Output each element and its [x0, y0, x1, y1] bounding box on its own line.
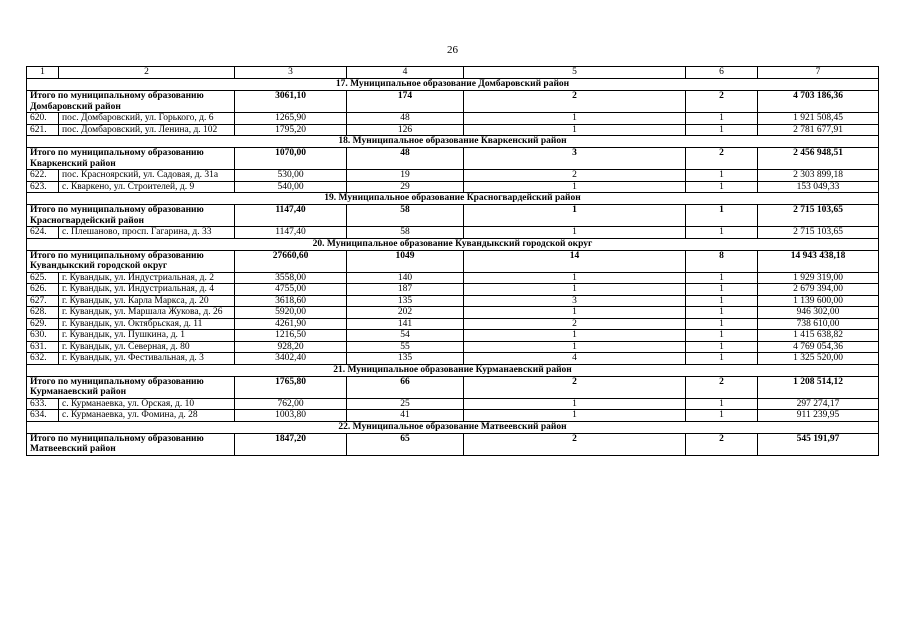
section-title: 19. Муниципальное образование Красногвардейский район: [27, 193, 879, 205]
elevators-value: 4: [464, 353, 686, 365]
row-number: 631.: [27, 341, 59, 353]
page-number: 26: [447, 44, 458, 56]
area-value: 1147,40: [235, 205, 347, 227]
residents-value: 41: [347, 410, 464, 422]
table-row: [27, 181, 879, 193]
total-label: Итого по муниципальному образованию Красногвардейский район: [27, 205, 235, 227]
elevators-value: 1: [464, 307, 686, 319]
elevators-value: 1: [464, 113, 686, 125]
elevators-value: 2: [464, 376, 686, 398]
elevators-value: 2: [464, 433, 686, 455]
row-number: 632.: [27, 353, 59, 365]
area-value: 3618,60: [235, 295, 347, 307]
row-number: 634.: [27, 410, 59, 422]
cost-value: 4 769 054,36: [758, 341, 879, 353]
address: г. Кувандык, ул. Пушкина, д. 1: [59, 330, 235, 342]
cost-value: 1 139 600,00: [758, 295, 879, 307]
residents-value: 202: [347, 307, 464, 319]
address: г. Кувандык, ул. Северная, д. 80: [59, 341, 235, 353]
address: г. Кувандык, ул. Индустриальная, д. 4: [59, 284, 235, 296]
count-value: 1: [686, 284, 758, 296]
count-value: 1: [686, 113, 758, 125]
row-number: 626.: [27, 284, 59, 296]
elevators-value: 3: [464, 295, 686, 307]
area-value: 3061,10: [235, 91, 347, 113]
total-label: Итого по муниципальному образованию Курманаевский район: [27, 376, 235, 398]
residents-value: 65: [347, 433, 464, 455]
header-cell: 5: [464, 67, 686, 79]
elevators-value: 1: [464, 341, 686, 353]
count-value: 1: [686, 307, 758, 319]
area-value: 3402,40: [235, 353, 347, 365]
elevators-value: 1: [464, 227, 686, 239]
residents-value: 29: [347, 181, 464, 193]
residents-value: 58: [347, 205, 464, 227]
cost-value: 2 715 103,65: [758, 227, 879, 239]
header-cell: 6: [686, 67, 758, 79]
residents-value: 126: [347, 124, 464, 136]
elevators-value: 1: [464, 272, 686, 284]
area-value: 4261,90: [235, 318, 347, 330]
section-heading-row: [27, 421, 879, 433]
header-cell: 2: [59, 67, 235, 79]
section-title: 22. Муниципальное образование Матвеевский район: [27, 421, 879, 433]
elevators-value: 14: [464, 250, 686, 272]
residents-value: 141: [347, 318, 464, 330]
elevators-value: 2: [464, 91, 686, 113]
table-row: [27, 330, 879, 342]
total-label: Итого по муниципальному образованию Матвеевский район: [27, 433, 235, 455]
cost-value: 1 415 638,82: [758, 330, 879, 342]
address: пос. Домбаровский, ул. Горького, д. 6: [59, 113, 235, 125]
address: г. Кувандык, ул. Фестивальная, д. 3: [59, 353, 235, 365]
section-heading-row: [27, 136, 879, 148]
total-row: [27, 376, 879, 398]
table-row: [27, 272, 879, 284]
cost-value: 4 703 186,36: [758, 91, 879, 113]
cost-value: 2 715 103,65: [758, 205, 879, 227]
area-value: 1003,80: [235, 410, 347, 422]
cost-value: 738 610,00: [758, 318, 879, 330]
area-value: 762,00: [235, 398, 347, 410]
section-heading-row: [27, 79, 879, 91]
elevators-value: 1: [464, 205, 686, 227]
elevators-value: 1: [464, 330, 686, 342]
count-value: 2: [686, 433, 758, 455]
residents-value: 58: [347, 227, 464, 239]
area-value: 27660,60: [235, 250, 347, 272]
area-value: 3558,00: [235, 272, 347, 284]
elevators-value: 1: [464, 410, 686, 422]
housing-table: [26, 66, 879, 456]
row-number: 624.: [27, 227, 59, 239]
residents-value: 140: [347, 272, 464, 284]
row-number: 628.: [27, 307, 59, 319]
area-value: 1795,20: [235, 124, 347, 136]
residents-value: 25: [347, 398, 464, 410]
row-number: 620.: [27, 113, 59, 125]
cost-value: 14 943 438,18: [758, 250, 879, 272]
count-value: 1: [686, 410, 758, 422]
elevators-value: 1: [464, 284, 686, 296]
section-heading-row: [27, 364, 879, 376]
section-heading-row: [27, 238, 879, 250]
residents-value: 55: [347, 341, 464, 353]
residents-value: 174: [347, 91, 464, 113]
row-number: 625.: [27, 272, 59, 284]
table-row: [27, 307, 879, 319]
address: с. Кваркено, ул. Строителей, д. 9: [59, 181, 235, 193]
total-label: Итого по муниципальному образованию Кувандыкский городской округ: [27, 250, 235, 272]
area-value: 1070,00: [235, 148, 347, 170]
area-value: 1765,80: [235, 376, 347, 398]
count-value: 1: [686, 341, 758, 353]
residents-value: 48: [347, 113, 464, 125]
address: г. Кувандык, ул. Индустриальная, д. 2: [59, 272, 235, 284]
cost-value: 946 302,00: [758, 307, 879, 319]
total-row: [27, 205, 879, 227]
address: с. Плешаново, просп. Гагарина, д. 33: [59, 227, 235, 239]
cost-value: 2 303 899,18: [758, 170, 879, 182]
total-label: Итого по муниципальному образованию Кваркенский район: [27, 148, 235, 170]
count-value: 1: [686, 295, 758, 307]
section-title: 20. Муниципальное образование Кувандыкский городской округ: [27, 238, 879, 250]
count-value: 1: [686, 330, 758, 342]
table-row: [27, 341, 879, 353]
section-title: 21. Муниципальное образование Курманаевский район: [27, 364, 879, 376]
residents-value: 135: [347, 295, 464, 307]
cost-value: 153 049,33: [758, 181, 879, 193]
total-row: [27, 250, 879, 272]
table-row: [27, 170, 879, 182]
count-value: 1: [686, 170, 758, 182]
residents-value: 135: [347, 353, 464, 365]
address: г. Кувандык, ул. Карла Маркса, д. 20: [59, 295, 235, 307]
row-number: 633.: [27, 398, 59, 410]
header-cell: 4: [347, 67, 464, 79]
cost-value: 545 191,97: [758, 433, 879, 455]
elevators-value: 2: [464, 318, 686, 330]
count-value: 1: [686, 318, 758, 330]
cost-value: 911 239,95: [758, 410, 879, 422]
cost-value: 1 929 319,00: [758, 272, 879, 284]
residents-value: 48: [347, 148, 464, 170]
total-row: [27, 433, 879, 455]
header-cell: 1: [27, 67, 59, 79]
header-row: [27, 67, 879, 79]
header-cell: 7: [758, 67, 879, 79]
area-value: 1265,90: [235, 113, 347, 125]
elevators-value: 1: [464, 398, 686, 410]
count-value: 2: [686, 91, 758, 113]
address: г. Кувандык, ул. Октябрьская, д. 11: [59, 318, 235, 330]
count-value: 2: [686, 148, 758, 170]
table-row: [27, 124, 879, 136]
area-value: 4755,00: [235, 284, 347, 296]
table-row: [27, 284, 879, 296]
row-number: 623.: [27, 181, 59, 193]
area-value: 1847,20: [235, 433, 347, 455]
address: пос. Домбаровский, ул. Ленина, д. 102: [59, 124, 235, 136]
total-label: Итого по муниципальному образованию Домбаровский район: [27, 91, 235, 113]
area-value: 1216,50: [235, 330, 347, 342]
elevators-value: 3: [464, 148, 686, 170]
table-row: [27, 318, 879, 330]
count-value: 2: [686, 376, 758, 398]
count-value: 1: [686, 398, 758, 410]
count-value: 8: [686, 250, 758, 272]
count-value: 1: [686, 272, 758, 284]
count-value: 1: [686, 124, 758, 136]
address: с. Курманаевка, ул. Орская, д. 10: [59, 398, 235, 410]
count-value: 1: [686, 181, 758, 193]
total-row: [27, 91, 879, 113]
count-value: 1: [686, 227, 758, 239]
table-row: [27, 295, 879, 307]
residents-value: 19: [347, 170, 464, 182]
area-value: 1147,40: [235, 227, 347, 239]
table-row: [27, 410, 879, 422]
cost-value: 1 325 520,00: [758, 353, 879, 365]
row-number: 622.: [27, 170, 59, 182]
row-number: 629.: [27, 318, 59, 330]
cost-value: 2 679 394,00: [758, 284, 879, 296]
table-row: [27, 398, 879, 410]
total-row: [27, 148, 879, 170]
header-cell: 3: [235, 67, 347, 79]
section-heading-row: [27, 193, 879, 205]
cost-value: 297 274,17: [758, 398, 879, 410]
elevators-value: 1: [464, 181, 686, 193]
area-value: 5920,00: [235, 307, 347, 319]
elevators-value: 1: [464, 124, 686, 136]
address: г. Кувандык, ул. Маршала Жукова, д. 26: [59, 307, 235, 319]
table-row: [27, 227, 879, 239]
cost-value: 2 781 677,91: [758, 124, 879, 136]
residents-value: 187: [347, 284, 464, 296]
residents-value: 66: [347, 376, 464, 398]
cost-value: 2 456 948,51: [758, 148, 879, 170]
section-title: 17. Муниципальное образование Домбаровский район: [27, 79, 879, 91]
residents-value: 1049: [347, 250, 464, 272]
address: с. Курманаевка, ул. Фомина, д. 28: [59, 410, 235, 422]
address: пос. Красноярский, ул. Садовая, д. 31а: [59, 170, 235, 182]
elevators-value: 2: [464, 170, 686, 182]
section-title: 18. Муниципальное образование Кваркенский район: [27, 136, 879, 148]
area-value: 530,00: [235, 170, 347, 182]
area-value: 540,00: [235, 181, 347, 193]
cost-value: 1 921 508,45: [758, 113, 879, 125]
count-value: 1: [686, 353, 758, 365]
row-number: 621.: [27, 124, 59, 136]
table-row: [27, 113, 879, 125]
residents-value: 54: [347, 330, 464, 342]
area-value: 928,20: [235, 341, 347, 353]
row-number: 627.: [27, 295, 59, 307]
row-number: 630.: [27, 330, 59, 342]
count-value: 1: [686, 205, 758, 227]
cost-value: 1 208 514,12: [758, 376, 879, 398]
table-row: [27, 353, 879, 365]
